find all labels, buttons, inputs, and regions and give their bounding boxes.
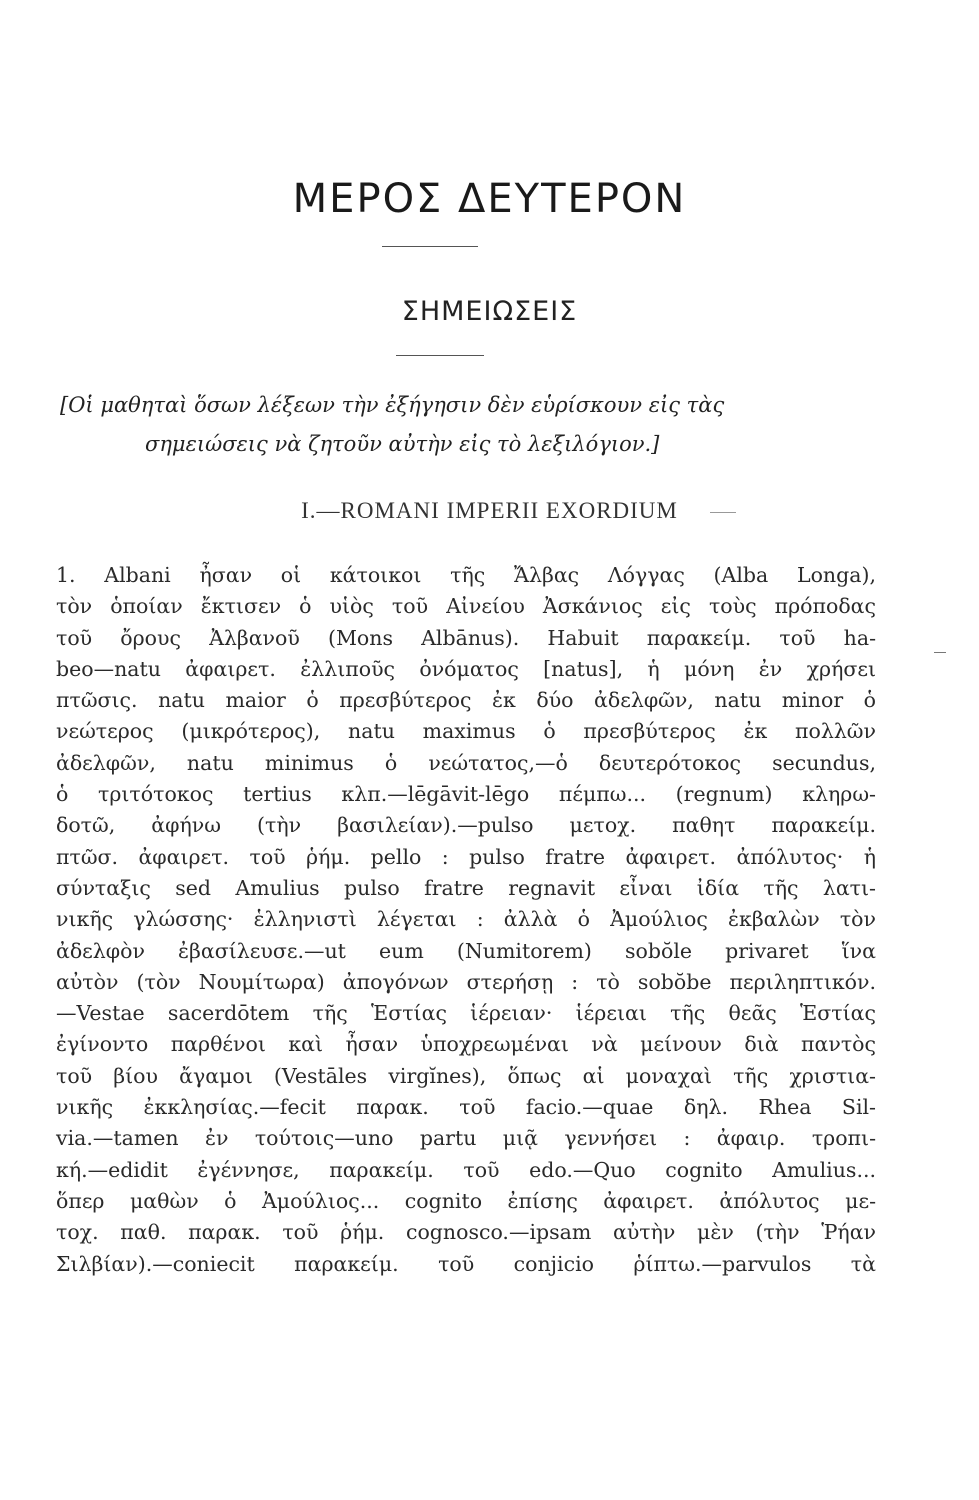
text-line: via.—tamen ἐν τούτοις—uno partu μιᾷ γεννήσει : ἀφαιρ. τροπι- — [56, 1126, 876, 1151]
text-line: ἀδελφῶν, natu minimus ὁ νεώτατος,—ὁ δευτερότοκος secundus, — [56, 750, 876, 775]
text-line: δοτῶ, ἀφήνω (τὴν βασιλείαν).—pulso μετοχ. παθητ παρακείμ. — [56, 813, 876, 838]
text-line: τοχ. παθ. παρακ. τοῦ ῥήμ. cognosco.—ipsam αὐτὴν μὲν (τὴν Ῥήαν — [56, 1220, 876, 1245]
margin-mark — [934, 652, 946, 653]
note-line: σημειώσεις νὰ ζητοῦν αὐτὴν εἰς τὸ λεξιλόγιον.] — [145, 432, 660, 456]
text-line: νικῆς γλώσσης· ἑλληνιστὶ λέγεται : ἀλλὰ ὁ Ἀμούλιος ἐκβαλὼν τὸν — [56, 907, 876, 932]
part-title: ΜΕΡΟΣ ΔΕΥΤΕΡΟΝ — [292, 176, 687, 222]
student-note — [60, 386, 860, 464]
text-line: πτῶσις. natu maior ὁ πρεσβύτερος ἐκ δύο ἀδελφῶν, natu minor ὁ — [56, 688, 876, 713]
dash-mark — [710, 512, 736, 513]
text-line: αὐτὸν (τὸν Νουμίτωρα) ἀπογόνων στερήσῃ : τὸ sobŏbe περιληπτικόν. — [56, 969, 876, 994]
text-line: ὅπερ μαθὼν ὁ Ἀμούλιος... cognito ἐπίσης ἀφαιρετ. ἀπόλυτος με- — [56, 1188, 876, 1213]
text-line: ἀδελφὸν ἐβασίλευσε.—ut eum (Numitorem) sobŏle privaret ἵνα — [56, 938, 876, 963]
chapter-title: I.—ROMANI IMPERII EXORDIUM — [301, 498, 678, 523]
text-line: Σιλβίαν).—coniecit παρακείμ. τοῦ conjicio ῥίπτω.—parvulos τὰ — [56, 1251, 876, 1276]
divider-rule — [396, 355, 484, 356]
text-line: κή.—edidit ἐγέννησε, παρακείμ. τοῦ edo.—Quo cognito Amulius... — [56, 1157, 876, 1182]
commentary-text — [56, 560, 876, 1280]
text-line: νικῆς ἐκκλησίας.—fecit παρακ. τοῦ facio.—quae δηλ. Rhea Sil- — [56, 1095, 876, 1120]
text-line: τοῦ βίου ἄγαμοι (Vestāles virgĭnes), ὅπως αἱ μοναχαὶ τῆς χριστια- — [56, 1063, 876, 1088]
note-line: [Οἱ μαθηταὶ ὅσων λέξεων τὴν ἐξήγησιν δὲν εὑρίσκουν εἰς τὰς — [60, 393, 725, 417]
text-line: νεώτερος (μικρότερος), natu maximus ὁ πρεσβύτερος ἐκ πολλῶν — [56, 719, 876, 744]
text-line: 1. Albani ἦσαν οἱ κάτοικοι τῆς Ἄλβας Λόγγας (Alba Longa), — [56, 563, 876, 587]
text-line: ἐγίνοντο παρθένοι καὶ ἦσαν ὑποχρεωμέναι νὰ μείνουν διὰ παντὸς — [56, 1032, 876, 1057]
text-line: σύνταξις sed Amulius pulso fratre regnavit εἶναι ἰδία τῆς λατι- — [56, 875, 876, 900]
text-line: τὸν ὁποίαν ἔκτισεν ὁ υἱὸς τοῦ Αἰνείου Ἀσκάνιος εἰς τοὺς πρόποδας — [56, 594, 876, 619]
section-title: ΣΗΜΕΙΩΣΕΙΣ — [401, 296, 578, 327]
text-line: beo—natu ἀφαιρετ. ἐλλιποῦς ὀνόματος [natus], ἡ μόνη ἐν χρήσει — [56, 656, 876, 681]
text-line: ὁ τριτότοκος tertius κλπ.—lēgāvit-lēgo πέμπω... (regnum) κληρω- — [56, 782, 876, 807]
text-line: πτῶσ. ἀφαιρετ. τοῦ ῥήμ. pello : pulso fratre ἀφαιρετ. ἀπόλυτος· ἡ — [56, 844, 876, 869]
text-line: τοῦ ὄρους Ἀλβανοῦ (Mons Albānus). Habuit παρακείμ. τοῦ ha- — [56, 625, 876, 650]
divider-rule — [382, 246, 478, 247]
text-line: —Vestae sacerdōtem τῆς Ἑστίας ἱέρειαν· ἱέρειαι τῆς θεᾶς Ἑστίας — [56, 1001, 876, 1026]
